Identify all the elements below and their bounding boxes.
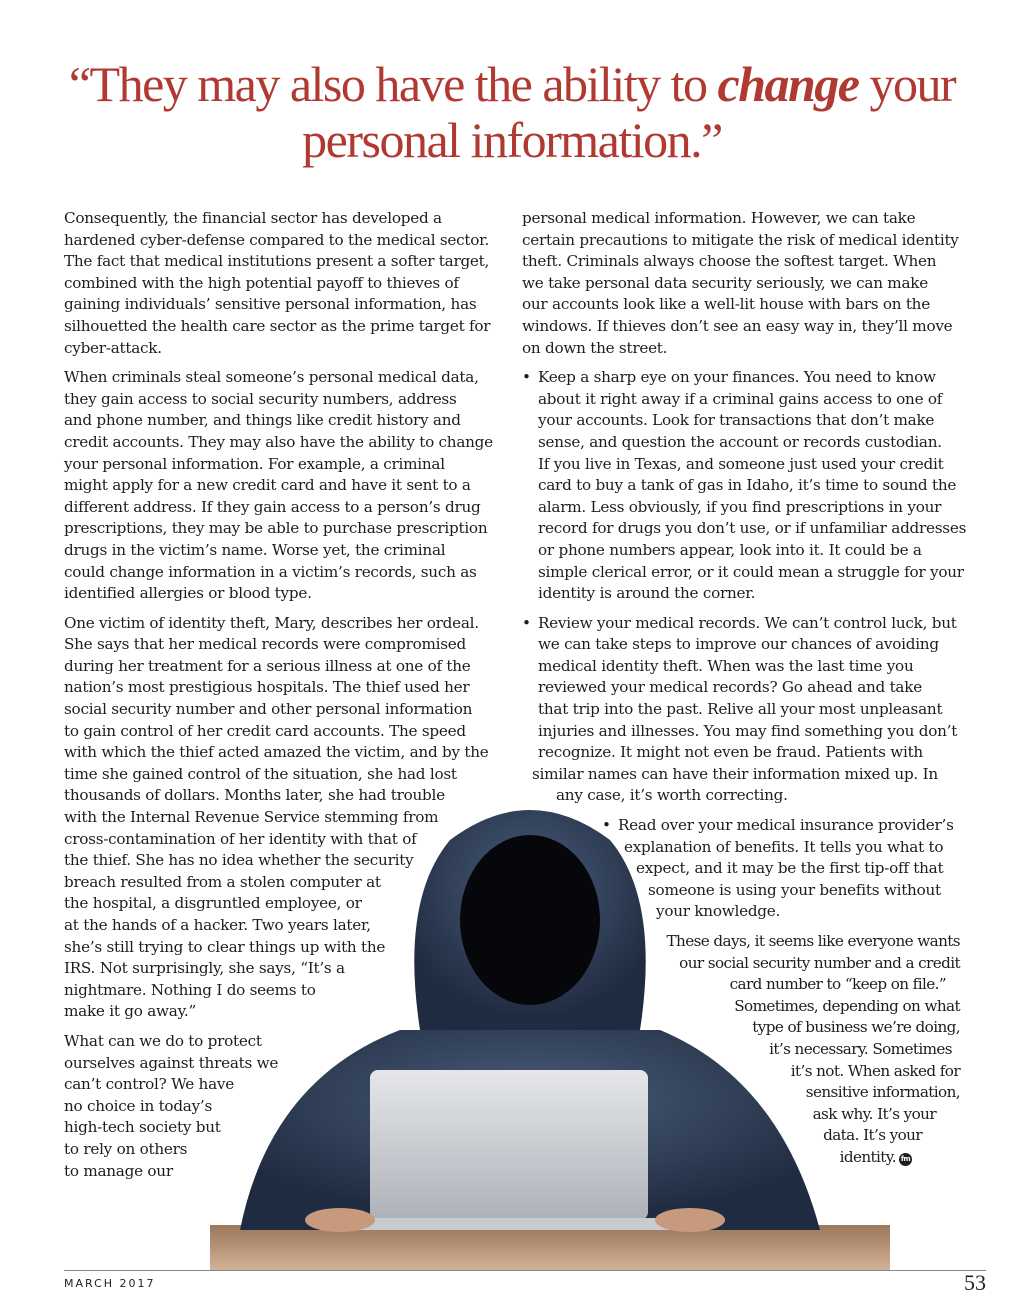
paragraph-1: Consequently, the financial sector has developed a hardened cyber-defense compared to the medical sector. The fact that medical institutions present a softer target, combined with the high potential payoff to thieves of gaining individuals’ sensitive personal information, has silhouetted the health care sector as the prime target for cyber-attack. [64, 209, 491, 357]
paragraph-2: When criminals steal someone’s personal medical data, they gain access to social security numbers, address and phone number, and things like credit history and credit accounts. They may also have the ability to change your personal information. For example, a criminal might apply for a new credit card and have it sent to a different address. If they gain access to a person’s drug prescriptions, they may be able to purchase prescription drugs in the victim’s name. Worse yet, the criminal could change information in a victim’s records, such as identified allergies or blood type. [64, 368, 493, 603]
paragraph-3: One victim of identity theft, Mary, describes her ordeal. She says that her medical records were compromised during her treatment for a serious illness at one of the nation’s most prestigious hospitals. The thief used her social security number and other personal information to gain control of her credit card accounts. The speed with which the thief acted amazed the victim, and by the time she gained control of the situation, she had lost thousands of dollars. Months later, she had trouble with the Internal Revenue Service stemming from cross-contamination of her identity with that of the thief. She has no idea whether the security breach resulted from a stolen computer at the hospital, a disgruntled employee, or at the hands of a hacker. Two years later, she’s still trying to clear things up with the IRS. Not surprisingly, she says, “It’s a nightmare. Nothing I do seems to make it go away.” [64, 613, 489, 1021]
left-column [64, 208, 504, 1190]
bullet-dot: • [522, 613, 531, 632]
pull-quote-line-2: personal information.” [302, 112, 722, 168]
bullet-dot: • [602, 816, 611, 835]
pull-quote [40, 56, 984, 168]
closing-word: identity. [839, 1147, 896, 1166]
bullet-medical-records: • Review your medical records. We can’t control luck, but we can take steps to improve our chances of avoiding medical identity theft. When was the last time you reviewed your medical records? Go ahead and take that trip into the past. Relive all your most unpleasant injuries and illnesses. You may find something you don’t recognize. It might not even be fraud. Patients with similar names can have their information mixed up. In any case, it’s worth correcting. [522, 613, 958, 805]
end-mark-icon: fm [899, 1153, 912, 1166]
issue-date: MARCH 2017 [64, 1277, 156, 1290]
closing-paragraph: These days, it seems like everyone wants our social security number and a credit card number to “keep on file.” Sometimes, depending on what type of business we’re doing, it’s necessary. Sometimes it’s not. When asked for sensitive information, ask why. It’s your data. It’s your identity. fm [666, 932, 960, 1166]
page-number: 53 [964, 1270, 986, 1295]
bullet-finances: • Keep a sharp eye on your finances. You need to know about it right away if a criminal gains access to one of your accounts. Look for transactions that don’t make sense, and question the account or records custodian. If you live in Texas, and someone just used your credit card to buy a tank of gas in Idaho, it’s time to sound the alarm. Less obviously, if you find prescriptions in your record for drugs you don’t use, or if unfamiliar addresses or phone numbers appear, look into it. It could be a simple clerical error, or it could mean a struggle for your identity is around the corner. [522, 368, 967, 603]
pull-quote-line-1: “They may also have the ability to change your [68, 56, 956, 112]
bullet-insurance: • Read over your medical insurance provider’s explanation of benefits. It tells you what to expect, and it may be the first tip-off that someone is using your benefits without your knowledge. [602, 816, 954, 921]
right-column [522, 208, 972, 1177]
bullet-dot: • [522, 368, 531, 387]
paragraph-continued: personal medical information. However, we can take certain precautions to mitigate the risk of medical identity theft. Criminals always choose the softest target. When we take personal data security seriously, we can make our accounts look like a well-lit house with bars on the windows. If thieves don’t see an easy way in, they’ll move on down the street. [522, 209, 959, 357]
footer-divider [64, 1270, 986, 1271]
paragraph-4: What can we do to protect ourselves against threats we can’t control? We have no choice in today’s high-tech society but to rely on others to manage our [64, 1031, 279, 1180]
pull-quote-emphasis: change [717, 56, 859, 112]
